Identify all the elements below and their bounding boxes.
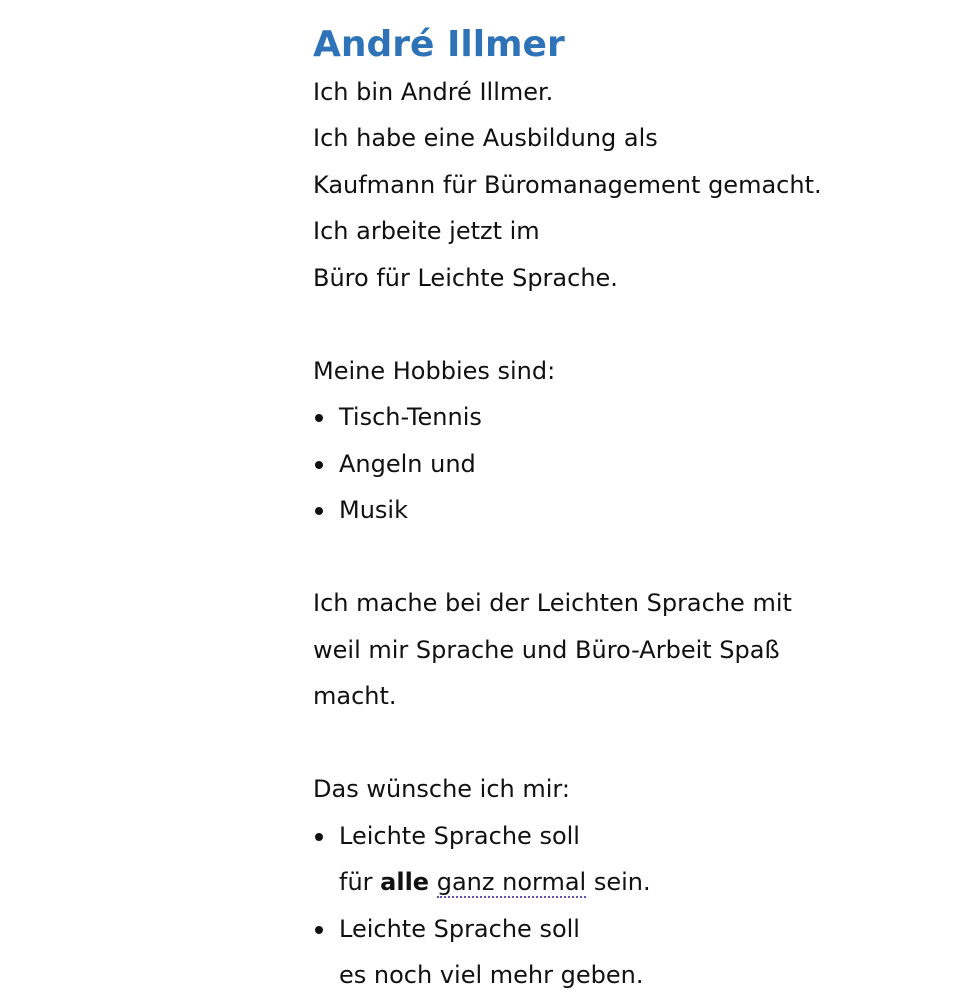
wish-line <box>339 859 933 906</box>
wish-text: sein. <box>586 868 651 896</box>
person-name-heading: André Illmer <box>313 24 565 65</box>
intro-line: Kaufmann für Büromanagement gemacht. <box>313 170 822 199</box>
hobby-item: Tisch-Tennis <box>313 394 933 441</box>
wish-line: Leichte Sprache soll <box>339 914 580 943</box>
wish-text: für <box>339 868 381 896</box>
wishes-heading: Das wünsche ich mir: <box>313 775 570 803</box>
hobbies-heading: Meine Hobbies sind: <box>313 356 556 385</box>
spacer <box>313 720 933 767</box>
hobbies-list <box>313 394 933 534</box>
intro-line: Ich habe eine Ausbildung als <box>313 124 658 152</box>
spacer <box>313 534 933 581</box>
wish-item <box>313 813 933 906</box>
intro-line: Ich arbeite jetzt im <box>313 217 540 245</box>
intro-line: Ich bin André Illmer. <box>313 77 554 106</box>
emphasis-all: alle <box>380 868 430 896</box>
motivation-line: macht. <box>313 682 397 710</box>
wish-line: Leichte Sprache soll <box>339 821 580 850</box>
spacer <box>313 301 933 348</box>
profile-section <box>313 22 933 999</box>
motivation-line: Ich mache bei der Leichten Sprache mit <box>313 589 792 617</box>
hobby-item: Angeln und <box>313 441 933 488</box>
glossary-term-link[interactable]: ganz normal <box>436 868 587 896</box>
wish-line: es noch viel mehr geben. <box>339 961 644 989</box>
hobby-item: Musik <box>313 487 933 534</box>
wish-text <box>429 868 437 896</box>
wish-item <box>313 906 933 999</box>
wishes-list <box>313 813 933 999</box>
motivation-line: weil mir Sprache und Büro-Arbeit Spaß <box>313 635 780 664</box>
intro-line: Büro für Leichte Sprache. <box>313 263 618 292</box>
